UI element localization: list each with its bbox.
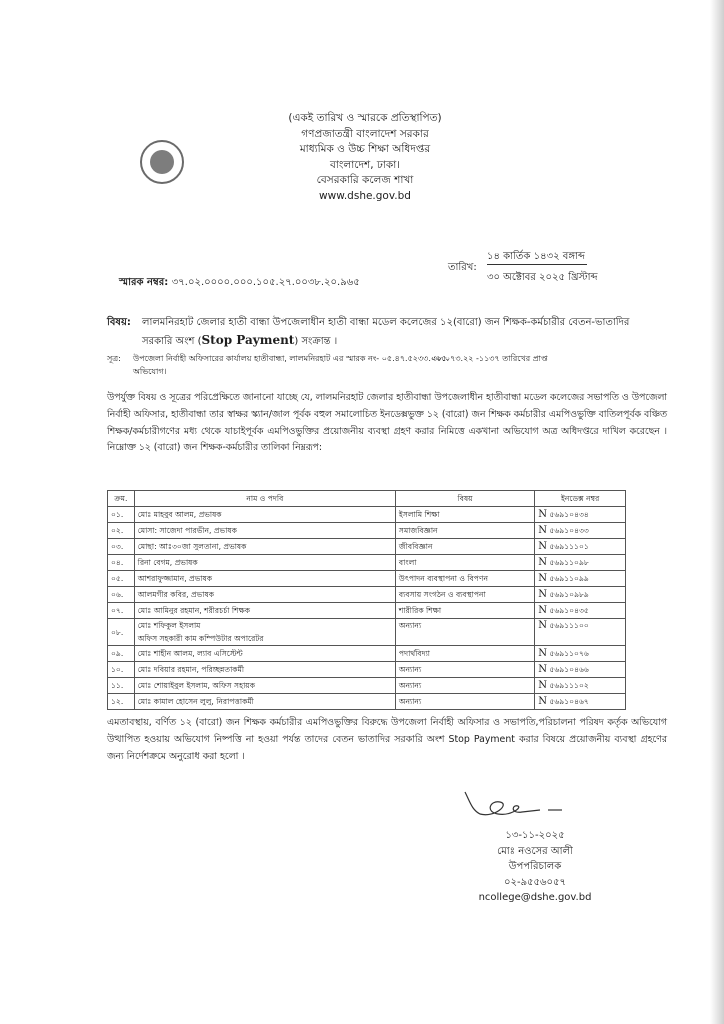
index-text: ৫৬৯১১০৭৬ xyxy=(549,649,589,658)
index-text: ৫৬৯১১০৯৮ xyxy=(549,558,589,567)
name-text: আশরাফুজ্জামান, প্রভাষক xyxy=(137,574,213,583)
serial-text: ০৪. xyxy=(111,558,124,567)
table-row xyxy=(108,694,626,710)
cell-name xyxy=(134,555,395,571)
cell-index xyxy=(535,571,626,587)
signatory-block xyxy=(470,828,600,906)
stop-payment-text: Stop Payment xyxy=(201,333,295,347)
memo-label: স্মারক নম্বর: xyxy=(119,277,169,288)
index-prefix: N xyxy=(538,525,547,536)
cell-subject xyxy=(395,694,534,710)
signature xyxy=(460,790,580,820)
cell-name xyxy=(134,603,395,619)
cell-serial xyxy=(108,619,135,646)
serial-text: ০৮. xyxy=(111,627,124,637)
index-prefix: N xyxy=(538,541,547,552)
cell-serial xyxy=(108,678,135,694)
cell-serial xyxy=(108,694,135,710)
table-row xyxy=(108,507,626,523)
cell-subject xyxy=(395,555,534,571)
serial-text: ০৭. xyxy=(111,606,124,615)
government-seal-logo xyxy=(140,140,184,184)
index-prefix: N xyxy=(538,557,547,568)
subject-text: উৎপাদন ব্যবস্থাপনা ও বিপণন xyxy=(398,574,489,583)
date-gregorian: ৩০ অক্টোবর ২০২৫ খ্রিস্টাব্দ xyxy=(487,272,598,283)
cell-subject xyxy=(395,523,534,539)
cell-serial xyxy=(108,555,135,571)
cell-subject xyxy=(395,571,534,587)
index-text: ৫৬৯১১০৯৯ xyxy=(549,574,589,583)
signatory-email[interactable]: ncollege@dshe.gov.bd xyxy=(478,892,592,903)
table-header-row xyxy=(108,491,626,507)
subject-line-2-pre: সরকারি অংশ ( xyxy=(142,336,202,347)
cell-name xyxy=(134,523,395,539)
table-row xyxy=(108,523,626,539)
letterhead xyxy=(250,111,480,205)
cell-serial xyxy=(108,587,135,603)
index-text: ৫৬৯১০৪৩৪ xyxy=(549,510,589,519)
subject-text: ইসলামি শিক্ষা xyxy=(398,510,440,519)
cell-serial xyxy=(108,571,135,587)
table-row xyxy=(108,571,626,587)
cell-serial xyxy=(108,603,135,619)
serial-text: ১১. xyxy=(111,681,124,690)
serial-text: ০২. xyxy=(111,526,124,535)
cell-subject xyxy=(395,587,534,603)
index-prefix: N xyxy=(538,620,547,631)
name-text: রিনা বেগম, প্রভাষক xyxy=(137,558,198,567)
body-paragraph: উপর্যুক্ত বিষয় ও সূত্রের পরিপ্রেক্ষিতে জানানো যাচ্ছে যে, লালমনিরহাট জেলার হাতীবান্ধা উপজেলাধীন হাতীবান্ধা মডেল কলেজের সভাপতি ও উপজেলা নির্বাহী অফিসার, হাতীবান্ধা তার স্বাক্ষর স্ক্যান/জাল পূর্বক বহুল সমালোচিত ইনডেক্সভুক্ত ১২ (বারো) জন শিক্ষক কর্মচারীর এমপিওভুক্তি বাতিলপূর্বক বঞ্চিত শিক্ষক/কর্মচারীগণের মধ্য থেকে যাচাইপূর্বক এমপিওভুক্তির প্রয়োজনীয় ব্যবস্থা গ্রহণ করার নিমিত্তে একখানা অভিযোগ অত্র অধিদপ্তরে দাখিল করেছেন । নিম্নোক্ত ১২ (বারো) জন শিক্ষক-কর্মচারীর তালিকা নিম্নরূপ: xyxy=(107,392,667,454)
cell-name xyxy=(134,619,395,646)
header-serial: ক্রম. xyxy=(108,491,135,507)
subject-line-2-post: ) সংক্রান্ত । xyxy=(294,336,338,347)
index-text: ৫৬৯১০৪৩৩ xyxy=(549,526,589,535)
cell-name xyxy=(134,678,395,694)
cell-index xyxy=(535,694,626,710)
serial-text: ০৩. xyxy=(111,542,124,551)
website-link[interactable]: www.dshe.gov.bd xyxy=(319,189,411,202)
cell-name xyxy=(134,646,395,662)
location: বাংলাদেশ, ঢাকা। xyxy=(329,158,401,171)
cell-subject xyxy=(395,539,534,555)
serial-text: ১২. xyxy=(111,697,124,706)
header-subject: বিষয় xyxy=(395,491,534,507)
cell-subject xyxy=(395,678,534,694)
index-prefix: N xyxy=(538,664,547,675)
cell-name xyxy=(134,539,395,555)
name-text: মোঃ দবিয়ার রহমান, পরিচ্ছন্নতাকর্মী xyxy=(137,665,244,674)
index-prefix: N xyxy=(538,696,547,707)
cell-serial xyxy=(108,662,135,678)
cell-serial xyxy=(108,507,135,523)
serial-text: ০১. xyxy=(111,510,124,519)
memo-value: ৩৭.০২.০০০০.০০০.১০৫.২৭.০০৩৮.২০.৯৬৫ xyxy=(171,277,360,288)
name-text: মোঃ আমিনুর রহমান, শরীরচর্চা শিক্ষক xyxy=(137,606,251,615)
signatory-designation: উপপরিচালক xyxy=(508,861,562,872)
designation-text: অফিস সহকারী কাম কম্পিউটার অপারেটর xyxy=(137,634,264,643)
cell-serial xyxy=(108,539,135,555)
index-prefix: N xyxy=(538,648,547,659)
index-text: ৫৬৯১০৪৬৭ xyxy=(549,697,589,706)
name-text: আলমগীর কবির, প্রভাষক xyxy=(137,590,215,599)
index-text: ৫৬৯১০৯৮৯ xyxy=(549,590,589,599)
signatory-phone: ০২-৯৫৫৬০৫৭ xyxy=(503,876,567,888)
subject-label: বিষয়: xyxy=(107,317,131,328)
signature-date: ১৩-১১-২০২৫ xyxy=(505,830,565,841)
cell-name xyxy=(134,571,395,587)
index-text: ৫৬৯১১১০০ xyxy=(549,621,589,630)
subject-text: অন্যান্য xyxy=(398,665,422,674)
name-text: মোঃ কামাল হোসেন লুলু, নিরাপত্তাকর্মী xyxy=(137,697,254,706)
cell-subject xyxy=(395,603,534,619)
header-name: নাম ও পদবি xyxy=(134,491,395,507)
cell-name xyxy=(134,694,395,710)
cell-index xyxy=(535,619,626,646)
subject-line-1: লালমনিরহাট জেলার হাতী বান্ধা উপজেলাধীন হাতী বান্ধা মডেল কলেজের ১২(বারো) জন শিক্ষক-কর্মচারীর বেতন-ভাতাদির xyxy=(142,317,630,328)
cell-subject xyxy=(395,646,534,662)
reference-line-2: অভিযোগ। xyxy=(133,367,167,376)
branch-name: বেসরকারি কলেজ শাখা xyxy=(316,174,414,187)
memo-number xyxy=(119,275,360,292)
signatory-name: মোঃ নওসের আলী xyxy=(497,845,573,857)
reference-label: সূত্র: xyxy=(107,354,121,363)
table-row xyxy=(108,619,626,646)
table-row xyxy=(108,662,626,678)
name-text: মোসা: সাজেদা পারভীন, প্রভাষক xyxy=(137,526,237,535)
index-text: ৫৬৯১১১০১ xyxy=(549,542,589,551)
reference-line-1b: ৩৮.০৭৩.২২ -১১৩৭ তারিখের প্রাপ্ত xyxy=(432,354,548,363)
subject-text: পদার্থবিদ্যা xyxy=(398,649,430,658)
subject-text: বাংলা xyxy=(398,558,417,567)
cell-subject xyxy=(395,507,534,523)
cell-index xyxy=(535,555,626,571)
cell-subject xyxy=(395,662,534,678)
cell-index xyxy=(535,539,626,555)
cell-index xyxy=(535,646,626,662)
index-prefix: N xyxy=(538,680,547,691)
cell-index xyxy=(535,523,626,539)
scan-edge-shadow xyxy=(710,0,724,1024)
table-row xyxy=(108,587,626,603)
subject-line-2 xyxy=(142,331,337,351)
government-name: গণপ্রজাতন্ত্রী বাংলাদেশ সরকার xyxy=(301,127,429,140)
cell-name xyxy=(134,587,395,603)
cell-index xyxy=(535,662,626,678)
cell-serial xyxy=(108,646,135,662)
subject-text: জীববিজ্ঞান xyxy=(398,542,433,551)
subject-text: ব্যবসায় সংগঠন ও ব্যবস্থাপনা xyxy=(398,590,486,599)
subject-text: অন্যান্য xyxy=(398,697,422,706)
index-prefix: N xyxy=(538,605,547,616)
staff-table xyxy=(107,490,626,710)
serial-text: ০৯. xyxy=(111,649,124,658)
subject-text: সমাজবিজ্ঞান xyxy=(398,526,438,535)
replacement-note: (একই তারিখ ও স্মারকে প্রতিস্থাপিত) xyxy=(288,112,442,124)
date-label: তারিখ: xyxy=(448,262,477,273)
name-text: মোছা: আঃ৩০জা সুলতানা, প্রভাষক xyxy=(137,542,247,551)
subject-text: শারীরিক শিক্ষা xyxy=(398,606,442,615)
cell-serial xyxy=(108,523,135,539)
serial-text: ১০. xyxy=(111,665,124,674)
date-divider xyxy=(487,264,587,265)
cell-subject xyxy=(395,619,534,646)
table-row xyxy=(108,539,626,555)
closing-paragraph: এমতাবস্থায়, বর্ণিত ১২ (বারো) জন শিক্ষক কর্মচারীর এমপিওভুক্তির বিরুদ্ধে উপজেলা নির্বাহী অফিসার ও সভাপতি,পরিচালনা পরিষদ কর্তৃক অভিযোগ উত্থাপিত হওয়ায় অভিযোগ নিষ্পত্তি না হওয়া পর্যন্ত তাদের বেতন ভাতাদির সরকারি অংশ Stop Payment করার বিষয়ে প্রয়োজনীয় ব্যবস্থা গ্রহণের জন্য নির্দেশক্রমে অনুরোধ করা হলো । xyxy=(107,717,667,762)
index-prefix: N xyxy=(538,573,547,584)
index-prefix: N xyxy=(538,509,547,520)
index-text: ৫৬৯১১১০২ xyxy=(549,681,589,690)
cell-name xyxy=(134,662,395,678)
name-text: মোঃ শফিকুল ইসলাম xyxy=(137,621,201,630)
header-index: ইনডেক্স নম্বর xyxy=(535,491,626,507)
serial-text: ০৫. xyxy=(111,574,124,583)
reference-line-1: উপজেলা নির্বাহী অফিসারের কার্যালয় হাতীবান্ধা, লালমনিরহাট এর স্মারক নং- ০৫.৪৭.৫২৩৩.০০৫. xyxy=(133,354,450,363)
subject-text: অন্যান্য xyxy=(398,621,422,630)
serial-text: ০৬. xyxy=(111,590,124,599)
table-row xyxy=(108,678,626,694)
cell-index xyxy=(535,587,626,603)
date-bangla: ১৪ কার্তিক ১৪৩২ বঙ্গাব্দ xyxy=(487,251,585,262)
table-row xyxy=(108,646,626,662)
cell-index xyxy=(535,507,626,523)
directorate-name: মাধ্যমিক ও উচ্চ শিক্ষা অধিদপ্তর xyxy=(299,143,431,156)
index-text: ৫৬৯১০৪৩৫ xyxy=(549,606,589,615)
subject-text: অন্যান্য xyxy=(398,681,422,690)
cell-index xyxy=(535,678,626,694)
name-text: মোঃ শাহীন আলম, ল্যাব এসিস্টেন্ট xyxy=(137,649,243,658)
table-row xyxy=(108,603,626,619)
cell-index xyxy=(535,603,626,619)
index-prefix: N xyxy=(538,589,547,600)
cell-name xyxy=(134,507,395,523)
index-text: ৫৬৯১০৪৬৬ xyxy=(549,665,589,674)
name-text: মোঃ শোয়াইবুল ইসলাম, অফিস সহায়ক xyxy=(137,681,256,690)
name-text: মোঃ মাহবুব আলম, প্রভাষক xyxy=(137,510,222,519)
table-row xyxy=(108,555,626,571)
